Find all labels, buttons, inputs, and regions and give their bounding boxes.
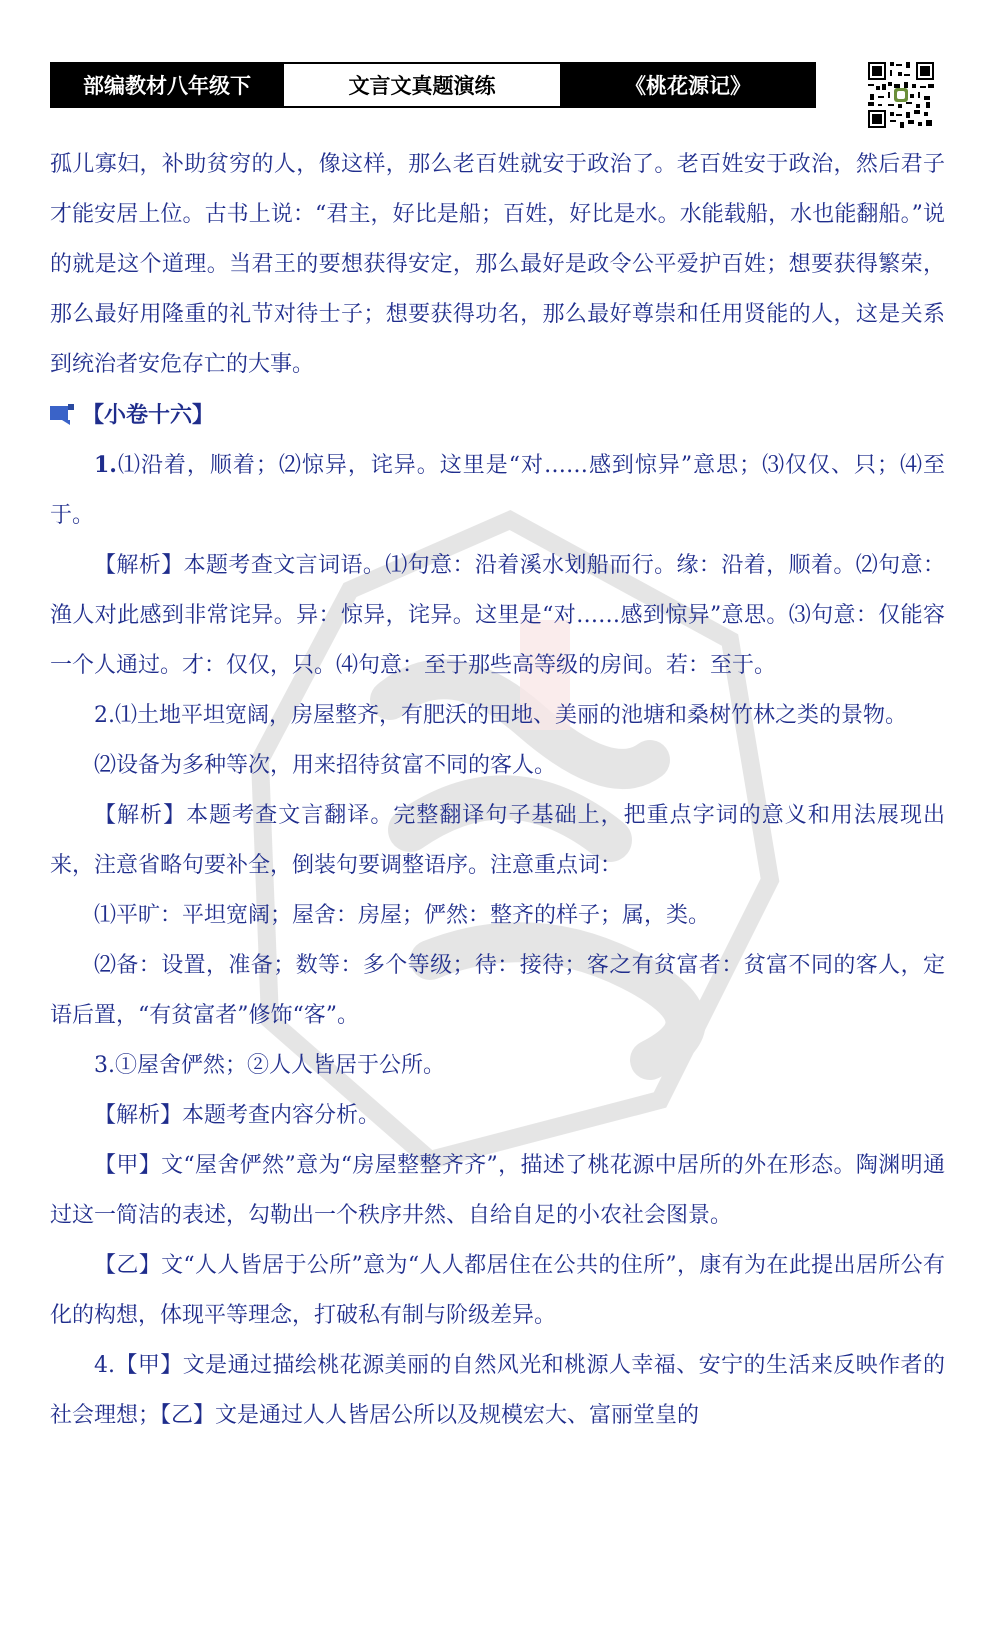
q4-text-2: 文是通过人人皆居公所以及规模宏大、富丽堂皇的: [215, 1403, 700, 1428]
q3-analysis-tag: 【解析】: [94, 1103, 183, 1128]
q4-jia-tag: 【甲】: [115, 1353, 183, 1378]
q3-jia-text: 文“屋舍俨然”意为“房屋整整齐齐”，描述了桃花源中居所的外在形态。陶渊明通过这一简洁的表述，勾勒出一个秩序井然、自给自足的小农社会图景。: [50, 1153, 945, 1228]
header-grade: 部编教材八年级下: [52, 64, 282, 106]
q3-analysis-text: 本题考查内容分析。: [182, 1103, 381, 1128]
flag-icon: [50, 404, 74, 426]
q4-text-1: 文是通过描绘桃花源美丽的自然风光和桃源人幸福、安宁的生活来反映作者的社会理想；: [50, 1353, 945, 1428]
qr-code-icon: [866, 60, 936, 130]
q3-answer-text: ①屋舍俨然；②人人皆居于公所。: [115, 1053, 446, 1078]
q2-note-1: ⑴平旷：平坦宽阔；屋舍：房屋；俨然：整齐的样子；属，类。: [94, 903, 711, 928]
q3-yi-text: 文“人人皆居于公所”意为“人人都居住在公共的住所”，康有为在此提出居所公有化的构想，体现平等理念，打破私有制与阶级差异。: [50, 1253, 945, 1328]
q1-analysis-text: 本题考查文言词语。⑴句意：沿着溪水划船而行。缘：沿着，顺着。⑵句意：渔人对此感到非常诧异。异：惊异，诧异。这里是“对……感到惊异”意思。⑶句意：仅能容一个人通过。才：仅仅，只。⑷句意：至于那些高等级的房间。若：至于。: [50, 553, 945, 678]
q1-analysis-tag: 【解析】: [94, 553, 184, 578]
q2-note-2: ⑵备：设置，准备；数等：多个等级；待：接待；客之有贫富者：贫富不同的客人，定语后置，“有贫富者”修饰“客”。: [50, 953, 945, 1028]
q3-jia-tag: 【甲】: [94, 1153, 162, 1178]
q4-yi-tag: 【乙】: [160, 1403, 216, 1428]
q3-yi: [50, 1241, 945, 1341]
header-bar: [50, 62, 816, 108]
q1-number: 1.: [94, 452, 117, 478]
q2-analysis-tag: 【解析】: [94, 803, 187, 828]
header-topic: 文言文真题演练: [282, 64, 562, 106]
q2-answer-1: [50, 691, 945, 741]
q4-number: 4.: [94, 1353, 115, 1378]
q3-number: 3.: [94, 1053, 115, 1078]
q3-answer: [50, 1041, 945, 1091]
intro-paragraph: 孤儿寡妇，补助贫穷的人，像这样，那么老百姓就安于政治了。老百姓安于政治，然后君子才能安居上位。古书上说：“君主，好比是船；百姓，好比是水。水能载船，水也能翻船。”说的就是这个道理。当君王的要想获得安定，那么最好是政令公平爱护百姓；想要获得繁荣，那么最好用隆重的礼节对待士子；想要获得功名，那么最好尊崇和任用贤能的人，这是关系到统治者安危存亡的大事。: [50, 152, 945, 377]
q2-analysis: [50, 791, 945, 891]
q1-analysis: [50, 541, 945, 691]
q3-analysis: [50, 1091, 945, 1141]
q3-yi-tag: 【乙】: [94, 1253, 162, 1278]
q2-answer-1-text: ⑴土地平坦宽阔，房屋整齐，有肥沃的田地、美丽的池塘和桑树竹林之类的景物。: [115, 703, 908, 728]
q2-number: 2.: [94, 703, 115, 728]
q3-jia: [50, 1141, 945, 1241]
q1-answer-text: ⑴沿着，顺着；⑵惊异，诧异。这里是“对……感到惊异”意思；⑶仅仅、只；⑷至于。: [50, 453, 945, 528]
section-header: [50, 390, 945, 440]
section-title: 【小卷十六】: [82, 402, 215, 428]
document-body: [50, 140, 945, 1441]
header-title: 《桃花源记》: [562, 64, 814, 106]
q2-answer-2: ⑵设备为多种等次，用来招待贫富不同的客人。: [94, 753, 557, 778]
q1-answer: [50, 440, 945, 541]
q4-answer: [50, 1341, 945, 1441]
q2-analysis-text: 本题考查文言翻译。完整翻译句子基础上，把重点字词的意义和用法展现出来，注意省略句要补全，倒装句要调整语序。注意重点词：: [50, 803, 945, 878]
